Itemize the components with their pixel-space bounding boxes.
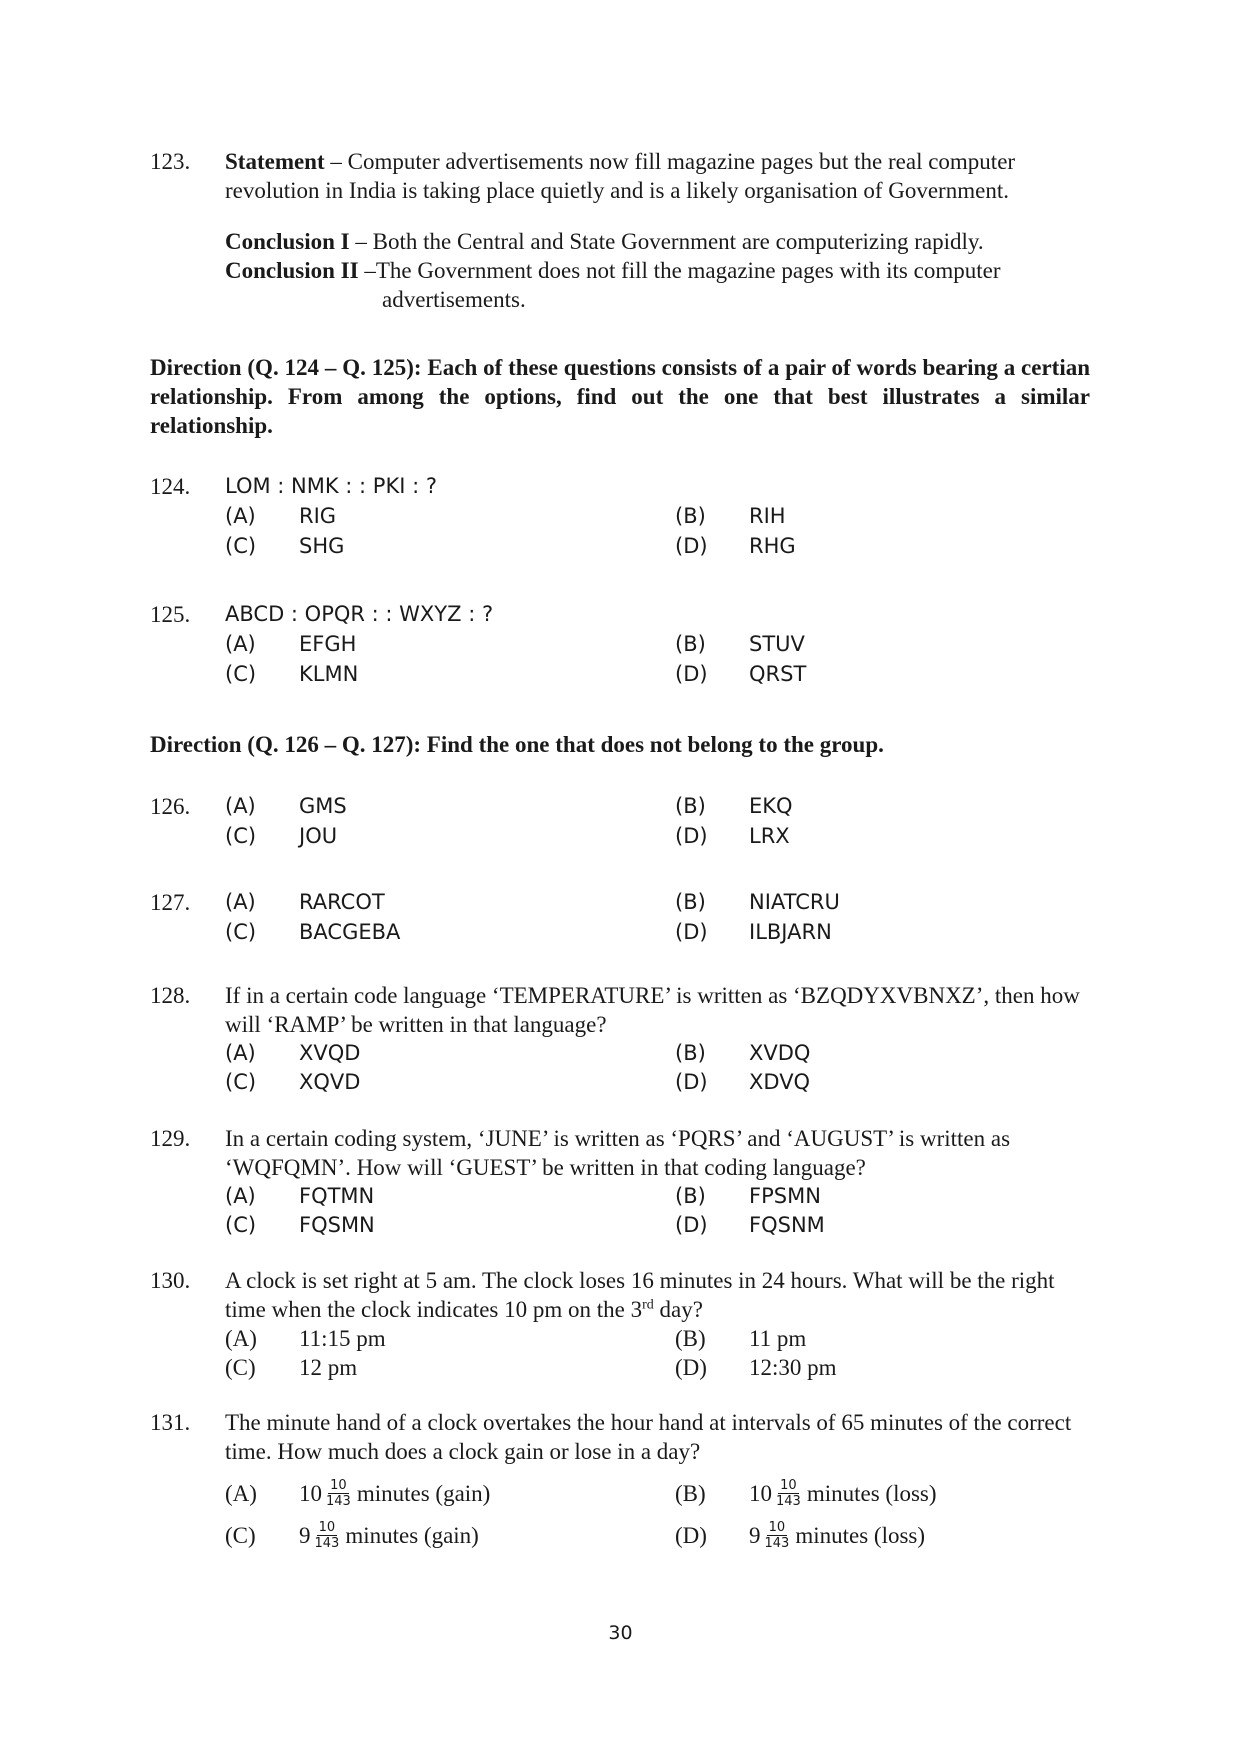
option-b[interactable]	[675, 629, 1045, 659]
option-label: (D)	[675, 1355, 707, 1380]
question-131	[150, 1408, 1090, 1556]
option-label: (C)	[225, 919, 257, 944]
conclusion-1-text: – Both the Central and State Government are computerizing rapidly.	[349, 229, 984, 254]
option-text: XDVQ	[749, 1070, 811, 1094]
option-label: (D)	[675, 661, 708, 686]
option-text: LRX	[749, 823, 790, 848]
option-label: (A)	[225, 1480, 257, 1506]
question-text: ABCD : OPQR : : WXYZ : ?	[225, 602, 494, 626]
conclusion-2-continuation: advertisements.	[382, 287, 526, 312]
option-c[interactable]	[225, 1068, 675, 1097]
option-a[interactable]	[225, 501, 675, 531]
fraction-denominator: 143	[764, 1535, 790, 1551]
option-label: (B)	[675, 1184, 706, 1208]
direction-126-127: Direction (Q. 126 – Q. 127): Find the one that does not belong to the group.	[150, 732, 884, 757]
option-label: (A)	[225, 1184, 256, 1208]
option-text: KLMN	[299, 661, 359, 686]
option-c[interactable]	[225, 531, 675, 561]
direction-label: Direction (Q. 124 – Q. 125):	[150, 355, 422, 380]
fraction-denominator: 143	[326, 1493, 351, 1509]
option-text: STUV	[749, 631, 805, 656]
option-label: (A)	[225, 631, 256, 656]
option-label: (B)	[675, 503, 706, 528]
question-number: 131.	[150, 1410, 191, 1435]
option-text: XQVD	[299, 1070, 361, 1094]
option-suffix: minutes (loss)	[795, 1522, 926, 1548]
conclusion-1	[225, 227, 1090, 256]
option-b[interactable]	[675, 501, 1045, 531]
question-123	[150, 147, 1090, 314]
question-text: In a certain coding system, ‘JUNE’ is written as ‘PQRS’ and ‘AUGUST’ is written as ‘WQFQMN’. How will ‘GUEST’ be written in that coding language?	[225, 1126, 1011, 1180]
question-124	[150, 472, 1090, 561]
option-label: (B)	[675, 1326, 706, 1351]
direction-text: Each of these questions consists of a pair of words bearing a certian relationship. From among the options, find out the one that best illustrates a similar relationship.	[150, 355, 1091, 438]
option-text: SHG	[299, 533, 345, 558]
option-text: 11 pm	[749, 1326, 807, 1351]
fraction-denominator: 143	[314, 1535, 340, 1551]
option-c[interactable]	[225, 917, 675, 947]
option-text: QRST	[749, 661, 807, 686]
option-d[interactable]	[675, 659, 1045, 689]
options	[225, 1324, 1090, 1382]
options	[225, 1039, 1090, 1097]
fraction-numerator: 10	[768, 1519, 786, 1535]
fraction	[324, 1478, 353, 1509]
option-label: (C)	[225, 661, 257, 686]
option-a[interactable]	[225, 791, 675, 821]
option-whole: 9	[749, 1522, 761, 1548]
option-c[interactable]	[225, 821, 675, 851]
question-text: The minute hand of a clock overtakes the hour hand at intervals of 65 minutes of the correct time. How much does a clock gain or lose in a day?	[225, 1410, 1072, 1464]
option-label: (C)	[225, 533, 257, 558]
question-129	[150, 1124, 1090, 1240]
option-suffix: minutes (loss)	[806, 1480, 937, 1506]
option-c[interactable]	[225, 1353, 675, 1382]
option-suffix: minutes (gain)	[356, 1480, 491, 1506]
fraction-numerator: 10	[330, 1477, 347, 1493]
option-text: NIATCRU	[749, 889, 840, 914]
option-d[interactable]	[675, 1514, 1045, 1556]
option-text: FPSMN	[749, 1184, 821, 1208]
option-whole: 9	[299, 1522, 311, 1548]
option-label: (C)	[225, 823, 257, 848]
option-text: FQSMN	[299, 1213, 375, 1237]
option-label: (B)	[675, 793, 706, 818]
option-text: BACGEBA	[299, 919, 401, 944]
option-text: EKQ	[749, 793, 793, 818]
option-text: 12:30 pm	[749, 1355, 837, 1380]
option-label: (B)	[675, 631, 706, 656]
question-number: 129.	[150, 1126, 191, 1151]
option-b[interactable]	[675, 1182, 1045, 1211]
option-d[interactable]	[675, 531, 1045, 561]
conclusion-2-text: –The Government does not fill the magazine pages with its computer	[358, 258, 1001, 283]
option-label: (B)	[675, 1480, 706, 1506]
option-text: XVQD	[299, 1041, 361, 1065]
option-c[interactable]	[225, 1514, 675, 1556]
option-b[interactable]	[675, 887, 1045, 917]
option-d[interactable]	[675, 917, 1045, 947]
option-d[interactable]	[675, 821, 1045, 851]
option-a[interactable]	[225, 629, 675, 659]
statement-text: – Computer advertisements now fill magazine pages but the real computer revolution in India is taking place quietly and is a likely organisation of Government.	[225, 149, 1016, 203]
options	[225, 629, 1090, 689]
option-b[interactable]	[675, 1324, 1045, 1353]
option-a[interactable]	[225, 1039, 675, 1068]
option-text: RIH	[749, 503, 786, 528]
option-text: EFGH	[299, 631, 357, 656]
option-a[interactable]	[225, 1324, 675, 1353]
fraction-numerator: 10	[318, 1519, 336, 1535]
option-suffix: minutes (gain)	[345, 1522, 479, 1548]
question-127	[150, 888, 1090, 947]
option-label: (C)	[225, 1070, 257, 1094]
fraction	[774, 1478, 803, 1509]
fraction	[763, 1520, 792, 1551]
option-whole: 10	[749, 1480, 772, 1506]
statement	[225, 147, 1090, 205]
fraction	[313, 1520, 342, 1551]
question-126	[150, 792, 1090, 851]
statement-label: Statement	[225, 149, 325, 174]
option-d[interactable]	[675, 1353, 1045, 1382]
option-a[interactable]	[225, 1182, 675, 1211]
question-number: 125.	[150, 602, 191, 627]
option-label: (B)	[675, 1041, 706, 1065]
option-text: RARCOT	[299, 889, 385, 914]
option-a[interactable]	[225, 1472, 675, 1514]
option-label: (D)	[675, 919, 708, 944]
option-label: (C)	[225, 1213, 257, 1237]
fraction-denominator: 143	[776, 1493, 801, 1509]
option-text: RHG	[749, 533, 796, 558]
option-text: FQTMN	[299, 1184, 375, 1208]
option-text: GMS	[299, 793, 347, 818]
option-d[interactable]	[675, 1068, 1045, 1097]
fraction-numerator: 10	[780, 1477, 797, 1493]
option-label: (B)	[675, 889, 706, 914]
option-label: (A)	[225, 1041, 256, 1065]
ordinal-suffix: rd	[642, 1297, 654, 1313]
option-text: 11:15 pm	[299, 1326, 386, 1351]
option-label: (D)	[675, 1070, 708, 1094]
options	[225, 1182, 1090, 1240]
option-d[interactable]	[675, 1211, 1045, 1240]
options	[225, 501, 1090, 561]
option-label: (A)	[225, 503, 256, 528]
question-text-main: A clock is set right at 5 am. The clock loses 16 minutes in 24 hours. What will be the right time when the clock indicates 10 pm on the 3	[225, 1268, 1055, 1322]
option-b[interactable]	[675, 1039, 1045, 1068]
conclusion-1-label: Conclusion I	[225, 229, 350, 254]
option-whole: 10	[299, 1480, 322, 1506]
option-text: ILBJARN	[749, 919, 832, 944]
options	[225, 887, 1090, 947]
option-label: (A)	[225, 889, 256, 914]
question-128	[150, 981, 1090, 1097]
option-text: FQSNM	[749, 1213, 825, 1237]
question-number: 123.	[150, 149, 191, 174]
question-number: 124.	[150, 474, 191, 499]
page-number: 30	[608, 1622, 633, 1644]
question-text: LOM : NMK : : PKI : ?	[225, 474, 437, 498]
question-number: 127.	[150, 890, 191, 915]
option-label: (D)	[675, 1522, 707, 1548]
conclusion-2-label: Conclusion II	[225, 258, 359, 283]
question-number: 128.	[150, 983, 191, 1008]
option-text: JOU	[299, 823, 338, 848]
question-text: If in a certain code language ‘TEMPERATURE’ is written as ‘BZQDYXVBNXZ’, then how will ‘RAMP’ be written in that language?	[225, 983, 1080, 1037]
options	[225, 1472, 1090, 1556]
direction-124-125	[150, 353, 1090, 440]
option-label: (D)	[675, 823, 708, 848]
question-125	[150, 600, 1090, 689]
option-a[interactable]	[225, 887, 675, 917]
question-number: 126.	[150, 794, 191, 819]
question-130	[150, 1266, 1090, 1382]
option-label: (A)	[225, 793, 256, 818]
option-text: XVDQ	[749, 1041, 811, 1065]
option-label: (C)	[225, 1522, 256, 1548]
options	[225, 791, 1090, 851]
option-c[interactable]	[225, 659, 675, 689]
question-number: 130.	[150, 1268, 191, 1293]
option-c[interactable]	[225, 1211, 675, 1240]
option-label: (A)	[225, 1326, 257, 1351]
option-label: (D)	[675, 533, 708, 558]
question-text-end: day?	[653, 1297, 703, 1322]
option-text: RIG	[299, 503, 337, 528]
option-label: (C)	[225, 1355, 256, 1380]
option-b[interactable]	[675, 1472, 1045, 1514]
option-b[interactable]	[675, 791, 1045, 821]
conclusion-2	[225, 256, 1090, 314]
option-text: 12 pm	[299, 1355, 358, 1380]
option-label: (D)	[675, 1213, 708, 1237]
question-text	[225, 1266, 1090, 1324]
